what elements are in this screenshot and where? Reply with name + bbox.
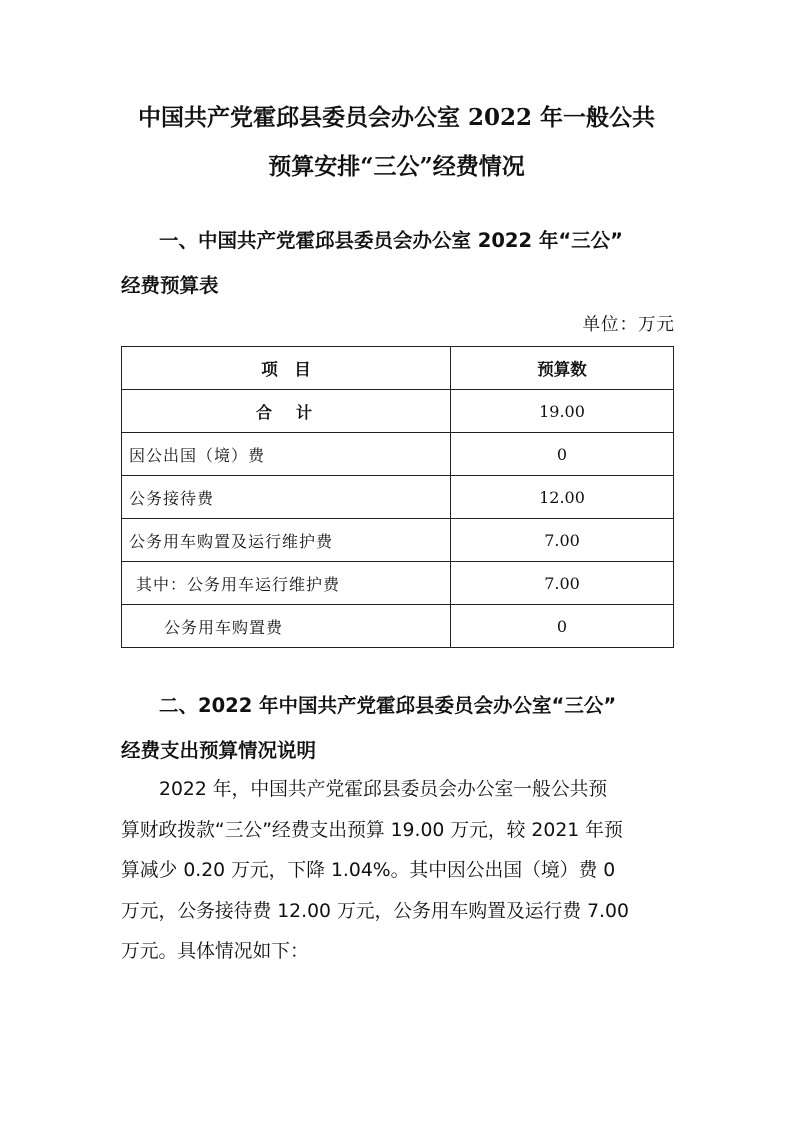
header-budget: 预算数 — [451, 347, 674, 390]
row-label: 公务用车购置费 — [122, 605, 451, 648]
section-1-heading-line-1: 一、中国共产党霍邱县委员会办公室 2022 年“三公” — [159, 229, 623, 252]
section-2-heading-line-1: 二、2022 年中国共产党霍邱县委员会办公室“三公” — [159, 694, 617, 717]
explanation-paragraph — [121, 770, 681, 973]
section-2-heading-line-2: 经费支出预算情况说明 — [121, 739, 317, 762]
title-line-2: 预算安排“三公”经费情况 — [268, 153, 525, 180]
unit-label: 单位：万元 — [582, 315, 675, 335]
row-value: 7.00 — [451, 562, 674, 605]
paragraph-line: 算减少 0.20 万元，下降 1.04%。其中因公出国（境）费 0 — [121, 860, 616, 881]
paragraph-line: 万元，公务接待费 12.00 万元，公务用车购置及运行费 7.00 — [121, 900, 629, 922]
paragraph-line: 2022 年，中国共产党霍邱县委员会办公室一般公共预 — [159, 779, 608, 800]
table-row — [122, 433, 674, 476]
row-label: 公务接待费 — [122, 476, 451, 519]
row-value: 7.00 — [451, 519, 674, 562]
table-row — [122, 605, 674, 648]
table-header-row — [122, 347, 674, 390]
section-1-heading-line-2: 经费预算表 — [121, 274, 219, 297]
row-label: 因公出国（境）费 — [122, 433, 451, 476]
header-item: 项 目 — [122, 347, 451, 390]
table-row — [122, 562, 674, 605]
row-value: 12.00 — [451, 476, 674, 519]
section-1-heading — [121, 218, 676, 308]
row-label: 其中：公务用车运行维护费 — [122, 562, 451, 605]
budget-table — [121, 346, 674, 648]
table-row — [122, 519, 674, 562]
document-title — [0, 93, 793, 191]
paragraph-line: 万元。具体情况如下： — [121, 941, 309, 962]
table-row — [122, 476, 674, 519]
table-row-total — [122, 390, 674, 433]
row-value: 19.00 — [451, 390, 674, 433]
row-value: 0 — [451, 605, 674, 648]
title-line-1: 中国共产党霍邱县委员会办公室 2022 年一般公共 — [137, 104, 656, 131]
row-value: 0 — [451, 433, 674, 476]
paragraph-line: 算财政拨款“三公”经费支出预算 19.00 万元，较 2021 年预 — [121, 819, 623, 841]
section-2-heading — [121, 683, 676, 773]
row-label: 公务用车购置及运行维护费 — [122, 519, 451, 562]
row-label: 合 计 — [122, 390, 451, 433]
